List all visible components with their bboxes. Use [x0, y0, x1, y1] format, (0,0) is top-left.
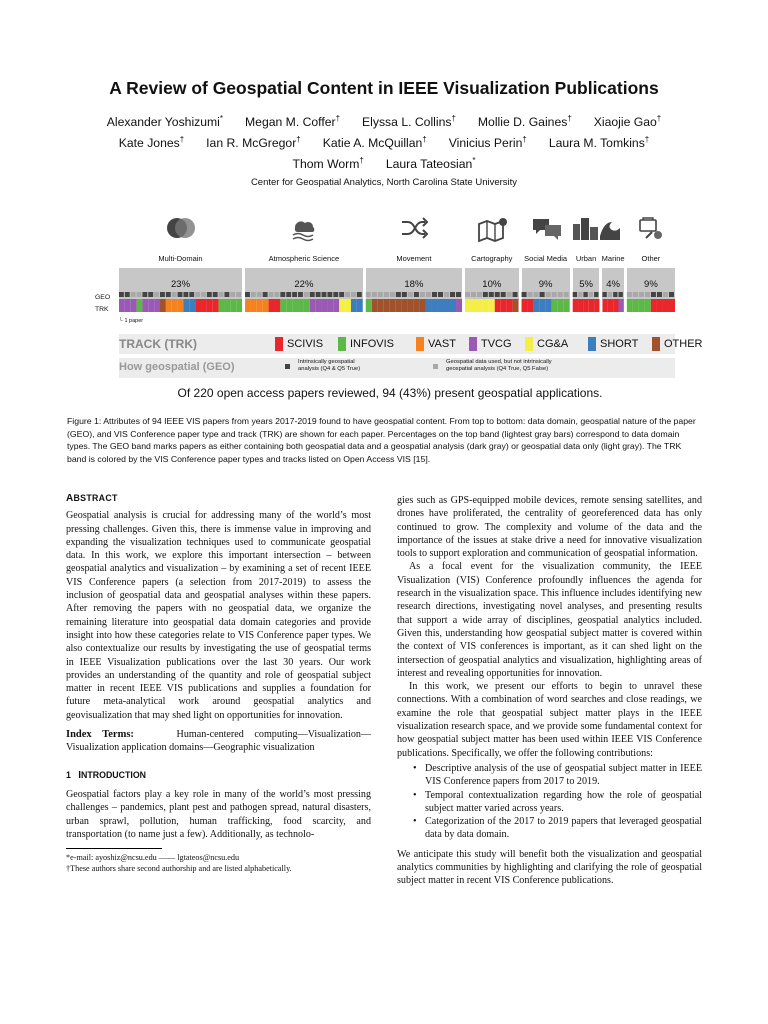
map-pin-icon	[477, 216, 511, 247]
index-terms: Index Terms: Human-centered computing—Visualization—Visualization application domains—Geographic visualization	[66, 729, 372, 754]
trk-cell	[257, 299, 263, 312]
geo-cell	[269, 292, 274, 297]
trk-cell	[183, 299, 189, 312]
domain-label: Movement	[396, 254, 432, 263]
geo-cell	[444, 292, 449, 297]
trk-cell	[366, 299, 372, 312]
geo-cell	[178, 292, 183, 297]
dark-square-icon	[285, 364, 290, 369]
shuffle-arrows-icon	[399, 216, 429, 245]
geo-cell	[471, 292, 476, 297]
domain-segment: 9%	[522, 268, 570, 300]
trk-cell	[540, 299, 546, 312]
geo-cell	[236, 292, 241, 297]
trk-cell	[450, 299, 456, 312]
data-only-line1: Geospatial data used, but not intrinsically	[446, 359, 552, 365]
author-name: Mollie D. Gaines†	[477, 114, 572, 130]
trk-cell	[230, 299, 236, 312]
abstract-text: Geospatial analysis is crucial for addressing many of the world’s most pressing challenges. Given this, there is immense value in improving and expanding the visualization techniques used to communicate geospatial data. In this work, we explore this important intersection – between geospatial analytics and visualization – by examining a set of recent IEEE VIS Conference papers (a selection from 2017-2019) to assess the inclusion of geospatial data and geospatial analyses within these papers. After removing the papers with no geospatial data, we organize the remaining literature into geospatial data domain categories and provide insight into how these categories relate to VIS Conference paper types. We also contextualize our results by investigating the use of geospatial terms in IEEE Visualization publications over the last 30 years. Our work provides an understanding of the quantity and role of geospatial subject matter in recent IEEE VIS publications and supplies a foundation for future meta-analytical work around geospatial analytics and geovisualization that may shed light on opportunities for innovation.	[66, 510, 371, 721]
trk-cell	[292, 299, 298, 312]
trk-cell	[201, 299, 207, 312]
trk-cell	[396, 299, 402, 312]
geo-cell	[304, 292, 309, 297]
abstract-heading: ABSTRACT	[66, 493, 118, 504]
geo-cell	[522, 292, 527, 297]
trk-cell	[402, 299, 408, 312]
right-column	[397, 494, 702, 888]
track-swatch-icon	[469, 337, 477, 351]
geo-cell	[396, 292, 401, 297]
geo-cell	[663, 292, 668, 297]
intro-paragraph-3: In this work, we present our efforts to begin to unravel these connections. With a combination of word searches and close readings, we examine the role that geospatial subject matter plays in the IEEE visualization research space, and we provide some fundamental context for how geospatial subject matter has been used within IEEE VIS Conference publications. Specifically, we offer the following contributions:	[397, 681, 702, 759]
geo-cell	[166, 292, 171, 297]
trk-cell	[178, 299, 184, 312]
track-legend-item	[469, 337, 512, 351]
trk-cell	[189, 299, 195, 312]
data-only-line2: geospatial analysis (Q4 True, Q5 False)	[446, 366, 549, 372]
contributions-list	[419, 762, 702, 842]
toolbox-icon	[636, 216, 666, 249]
trk-cell	[489, 299, 495, 312]
trk-cell	[465, 299, 471, 312]
trk-cell	[534, 299, 540, 312]
geo-cell	[219, 292, 224, 297]
geo-cell	[501, 292, 506, 297]
paper-title: A Review of Geospatial Content in IEEE Visualization Publications	[109, 78, 659, 98]
geo-cell	[137, 292, 142, 297]
trk-cell	[613, 299, 618, 312]
geo-cell	[245, 292, 250, 297]
geo-cell	[378, 292, 383, 297]
geo-cell	[251, 292, 256, 297]
trk-cell	[426, 299, 432, 312]
geo-cell	[552, 292, 557, 297]
intrinsic-line2: analysis (Q4 & Q5 True)	[298, 366, 361, 372]
track-swatch-icon	[275, 337, 283, 351]
geo-cell	[619, 292, 623, 297]
trk-cell	[414, 299, 420, 312]
trk-cell	[251, 299, 257, 312]
venn-icon	[166, 216, 196, 245]
intro-paragraph-1: Geospatial factors play a key role in many of the world’s most pressing challenges – pandemics, plant pest and pathogen spread, natural disasters, urban sprawl, pollution, human trafficking, food scarcity, and transportation (to name just a few). Additionally, as technolo-	[66, 788, 371, 840]
geo-cell	[230, 292, 235, 297]
trk-cell	[316, 299, 322, 312]
geo-cell	[322, 292, 327, 297]
track-legend-label: CG&A	[537, 338, 569, 350]
geo-cell	[257, 292, 262, 297]
intrinsic-line1: Intrinsically geospatial	[298, 359, 355, 365]
geo-cell	[534, 292, 539, 297]
geo-cell	[408, 292, 413, 297]
trk-cell	[269, 299, 275, 312]
trk-cell	[263, 299, 269, 312]
trk-cell	[137, 299, 143, 312]
buildings-icon	[571, 216, 601, 245]
geo-legend-label: How geospatial (GEO)	[119, 361, 235, 373]
geo-cell	[357, 292, 362, 297]
figure-caption: Figure 1: Attributes of 94 IEEE VIS papers from years 2017-2019 found to have geospatial content. From top to bottom: data domain, geospatial nature of the paper (GEO), and VIS Conference paper type and track (TRK) are shown for each paper. Percentages on the top band (lightest gray bars) correspond to data domain types. The GEO band marks papers as either containing both geospatial data and a geospatial analysis (dark gray) or geospatial data only (light gray). The TRK band is colored by the VIS Conference paper types and tracks listed on Open Access VIS [15].	[67, 416, 696, 464]
track-legend-label: VAST	[428, 338, 456, 350]
track-legend-item	[275, 337, 323, 351]
list-item: • Categorization of the 2017 to 2019 papers that leveraged geospatial data by data domain.	[419, 815, 702, 842]
band-labels	[95, 292, 110, 316]
trk-cell	[274, 299, 280, 312]
trk-cell	[351, 299, 357, 312]
author-name: Laura M. Tomkins†	[548, 135, 650, 151]
geo-cell	[390, 292, 395, 297]
trk-cell	[154, 299, 160, 312]
geo-cell	[402, 292, 407, 297]
trk-cell	[651, 299, 657, 312]
figure-1	[95, 210, 703, 405]
geo-cell	[465, 292, 470, 297]
geo-cell	[564, 292, 569, 297]
affiliation: Center for Geospatial Analytics, North Carolina State University	[250, 177, 518, 188]
trk-cell	[420, 299, 426, 312]
author-name: Xiaojie Gao†	[593, 114, 662, 130]
trk-cell	[471, 299, 477, 312]
geo-cell	[546, 292, 551, 297]
geo-cell	[310, 292, 315, 297]
left-column	[66, 492, 371, 841]
author-name: Vinicius Perin†	[448, 135, 527, 151]
trk-cell	[495, 299, 501, 312]
geo-legend-intrinsic	[285, 359, 360, 373]
geo-cell	[286, 292, 291, 297]
author-name: Kate Jones†	[118, 135, 185, 151]
trk-cell	[333, 299, 339, 312]
domain-segment: 5%	[573, 268, 600, 300]
trk-cell	[125, 299, 131, 312]
geo-cell	[372, 292, 377, 297]
track-swatch-icon	[525, 337, 533, 351]
track-legend-label: TVCG	[481, 338, 512, 350]
trk-cell	[390, 299, 396, 312]
one-paper-note: └ 1 paper	[119, 318, 144, 324]
geo-cell	[131, 292, 136, 297]
geo-cell	[274, 292, 279, 297]
author-name: Laura Tateosian*	[385, 156, 476, 172]
geo-cell	[420, 292, 425, 297]
intro-paragraph-1-cont: gies such as GPS-equipped mobile devices, remote sensing satellites, and drones have proliferated, the centrality of georeferenced data has only continued to grow. The complexity and volume of the data and the importance of the issues at stake drive a need for innovative visualization tools to support exploration and communication of geospatial information.	[397, 495, 702, 560]
domain-segment: 18%	[366, 268, 462, 300]
trk-cell	[298, 299, 304, 312]
geo-legend-data-only	[433, 359, 552, 373]
geo-cell	[456, 292, 461, 297]
geo-cell	[316, 292, 321, 297]
geo-cell	[669, 292, 674, 297]
geo-cell	[224, 292, 229, 297]
domain-label: Cartography	[471, 254, 513, 263]
figure-summary: Of 220 open access papers reviewed, 94 (43%) present geospatial applications.	[177, 386, 603, 400]
geo-cell	[333, 292, 338, 297]
trk-cell	[142, 299, 148, 312]
geo-cell	[613, 292, 617, 297]
trk-cell	[602, 299, 607, 312]
trk-cell	[657, 299, 663, 312]
geo-cell	[633, 292, 638, 297]
trk-cell	[627, 299, 633, 312]
domain-label: Other	[641, 254, 661, 263]
geo-cell	[384, 292, 389, 297]
trk-cell	[633, 299, 639, 312]
list-item: • Temporal contextualization regarding how the role of geospatial subject matter varied across years.	[419, 789, 702, 816]
geo-cell	[602, 292, 606, 297]
trk-cell	[608, 299, 613, 312]
geo-cell	[366, 292, 371, 297]
domain-label: Multi-Domain	[158, 254, 203, 263]
geo-cell	[528, 292, 533, 297]
trk-cell	[558, 299, 564, 312]
geo-cell	[608, 292, 612, 297]
trk-cell	[286, 299, 292, 312]
geo-cell	[263, 292, 268, 297]
domain-segment: 4%	[602, 268, 623, 300]
geo-cell	[450, 292, 455, 297]
intro-heading: 1 INTRODUCTION	[66, 769, 147, 781]
trk-cell	[213, 299, 219, 312]
trk-cell	[224, 299, 230, 312]
track-swatch-icon	[338, 337, 346, 351]
geo-cell	[292, 292, 297, 297]
trk-cell	[327, 299, 333, 312]
trk-cell	[645, 299, 651, 312]
trk-cell	[438, 299, 444, 312]
geo-band-label: GEO	[95, 294, 111, 301]
light-square-icon	[433, 364, 438, 369]
trk-cell	[456, 299, 462, 312]
geo-cell	[327, 292, 332, 297]
domain-label: Social Media	[524, 254, 568, 263]
track-legend-label: SCIVIS	[287, 338, 324, 350]
trk-cell	[583, 299, 588, 312]
track-swatch-icon	[416, 337, 424, 351]
geo-cell	[172, 292, 177, 297]
geo-cell	[483, 292, 488, 297]
author-name: Ian R. McGregor†	[206, 135, 301, 151]
trk-cell	[148, 299, 154, 312]
track-legend-item	[588, 337, 638, 351]
geo-cell	[213, 292, 218, 297]
footnote-authorship: †These authors share second authorship and are listed alphabetically.	[66, 864, 292, 873]
geo-cell	[573, 292, 577, 297]
trk-cell	[663, 299, 669, 312]
trk-cell	[378, 299, 384, 312]
domain-label: Urban	[575, 254, 597, 263]
geo-cell	[148, 292, 153, 297]
track-legend	[119, 334, 703, 354]
cloud-wind-icon	[289, 216, 319, 247]
list-item: • Descriptive analysis of the use of geospatial subject matter in IEEE VIS Conference papers from 2017 to 2019.	[419, 762, 702, 789]
author-name: Elyssa L. Collins†	[362, 114, 456, 130]
geo-cell	[627, 292, 632, 297]
wave-icon	[598, 216, 622, 245]
trk-cell	[384, 299, 390, 312]
trk-cell	[552, 299, 558, 312]
trk-cell	[501, 299, 507, 312]
geo-cell	[298, 292, 303, 297]
trk-cell	[522, 299, 528, 312]
author-name: Katie A. McQuillan†	[322, 135, 427, 151]
track-legend-item	[416, 337, 456, 351]
trk-cell	[619, 299, 624, 312]
trk-cell	[477, 299, 483, 312]
trk-cell	[432, 299, 438, 312]
trk-cell	[507, 299, 513, 312]
domain-segment: 10%	[465, 268, 519, 300]
author-name: Megan M. Coffer†	[245, 114, 341, 130]
trk-cell	[372, 299, 378, 312]
geo-cell	[183, 292, 188, 297]
trk-cell	[357, 299, 363, 312]
index-terms-label: Index Terms:	[66, 729, 134, 741]
track-swatch-icon	[588, 337, 596, 351]
geo-cell	[594, 292, 598, 297]
track-swatch-icon	[652, 337, 660, 351]
geo-cell	[339, 292, 344, 297]
chat-bubbles-icon	[531, 216, 565, 247]
geo-cell	[645, 292, 650, 297]
geo-cell	[207, 292, 212, 297]
domain-segment: 22%	[245, 268, 363, 300]
track-legend-item	[652, 337, 703, 351]
geo-cell	[160, 292, 165, 297]
trk-cell	[546, 299, 552, 312]
trk-cell	[444, 299, 450, 312]
intro-paragraph-4: We anticipate this study will benefit both the visualization and geospatial analytics communities by highlighting and clarifying the role of geospatial subject matter in recent VIS Conference publications.	[397, 848, 702, 887]
geo-cell	[119, 292, 124, 297]
trk-cell	[195, 299, 201, 312]
trk-cell	[131, 299, 137, 312]
trk-cell	[573, 299, 578, 312]
geo-cell	[189, 292, 194, 297]
track-legend-label: TRACK (TRK)	[119, 337, 197, 351]
geo-cell	[426, 292, 431, 297]
trk-cell	[339, 299, 345, 312]
geo-cell	[125, 292, 130, 297]
domain-icons-row	[119, 210, 675, 270]
trk-cell	[345, 299, 351, 312]
geo-cell	[507, 292, 512, 297]
geo-cell	[280, 292, 285, 297]
trk-cell	[513, 299, 519, 312]
geo-legend	[119, 358, 675, 378]
geo-cell	[495, 292, 500, 297]
trk-cell	[119, 299, 125, 312]
geo-cell	[513, 292, 518, 297]
trk-cell	[280, 299, 286, 312]
track-legend-item	[338, 337, 394, 351]
trk-cell	[669, 299, 675, 312]
trk-cell	[207, 299, 213, 312]
geo-cell	[345, 292, 350, 297]
domain-label: Atmospheric Science	[268, 254, 340, 263]
geo-cell	[657, 292, 662, 297]
trk-cell	[172, 299, 178, 312]
trk-cell	[236, 299, 242, 312]
trk-cell	[483, 299, 489, 312]
track-legend-item	[525, 337, 568, 351]
track-legend-label: OTHER	[664, 338, 703, 350]
domain-segment: 23%	[119, 268, 242, 300]
author-name: Alexander Yoshizumi*	[106, 114, 224, 130]
geo-cell	[432, 292, 437, 297]
domain-segment: 9%	[627, 268, 675, 300]
paper-bands	[119, 292, 675, 316]
trk-cell	[166, 299, 172, 312]
geo-cell	[201, 292, 206, 297]
track-legend-label: SHORT	[600, 338, 639, 350]
trk-cell	[310, 299, 316, 312]
geo-cell	[540, 292, 545, 297]
trk-cell	[219, 299, 225, 312]
geo-cell	[142, 292, 147, 297]
geo-cell	[639, 292, 644, 297]
track-legend-label: INFOVIS	[350, 338, 395, 350]
trk-cell	[578, 299, 583, 312]
geo-cell	[651, 292, 656, 297]
footnotes	[66, 848, 371, 874]
trk-cell	[160, 299, 166, 312]
geo-cell	[583, 292, 587, 297]
footnote-email: *e-mail: ayoshiz@ncsu.edu —— lgtateos@ncsu.edu	[66, 853, 240, 862]
geo-cell	[414, 292, 419, 297]
geo-cell	[477, 292, 482, 297]
geo-cell	[558, 292, 563, 297]
trk-cell	[304, 299, 310, 312]
trk-cell	[322, 299, 328, 312]
intro-paragraph-2: As a focal event for the visualization community, the IEEE Visualization (VIS) Conference profoundly influences the agenda for research in the visualization space. This influence includes identifying new research directions, investigating novel analyses, and presenting results that support a wide array of disciplines, geospatial analytics included. Given this, understanding how geospatial subject matter is covered within the context of VIS conferences is important, as it can shed light on the intersection of geospatial analytics and visualization, highlighting areas of interest and revealing opportunities for innovation.	[397, 561, 702, 679]
geo-cell	[154, 292, 159, 297]
trk-cell	[408, 299, 414, 312]
trk-cell	[528, 299, 534, 312]
domain-label: Marine	[601, 254, 625, 263]
geo-cell	[438, 292, 443, 297]
trk-cell	[245, 299, 251, 312]
geo-cell	[578, 292, 582, 297]
geo-cell	[351, 292, 356, 297]
trk-cell	[594, 299, 599, 312]
trk-cell	[564, 299, 570, 312]
geo-cell	[589, 292, 593, 297]
author-name: Thom Worm†	[292, 156, 364, 172]
trk-cell	[589, 299, 594, 312]
trk-cell	[639, 299, 645, 312]
trk-band-label: TRK	[95, 306, 109, 313]
geo-cell	[195, 292, 200, 297]
geo-cell	[489, 292, 494, 297]
author-list	[40, 110, 728, 173]
one-paper-label: 1 paper	[124, 318, 144, 324]
